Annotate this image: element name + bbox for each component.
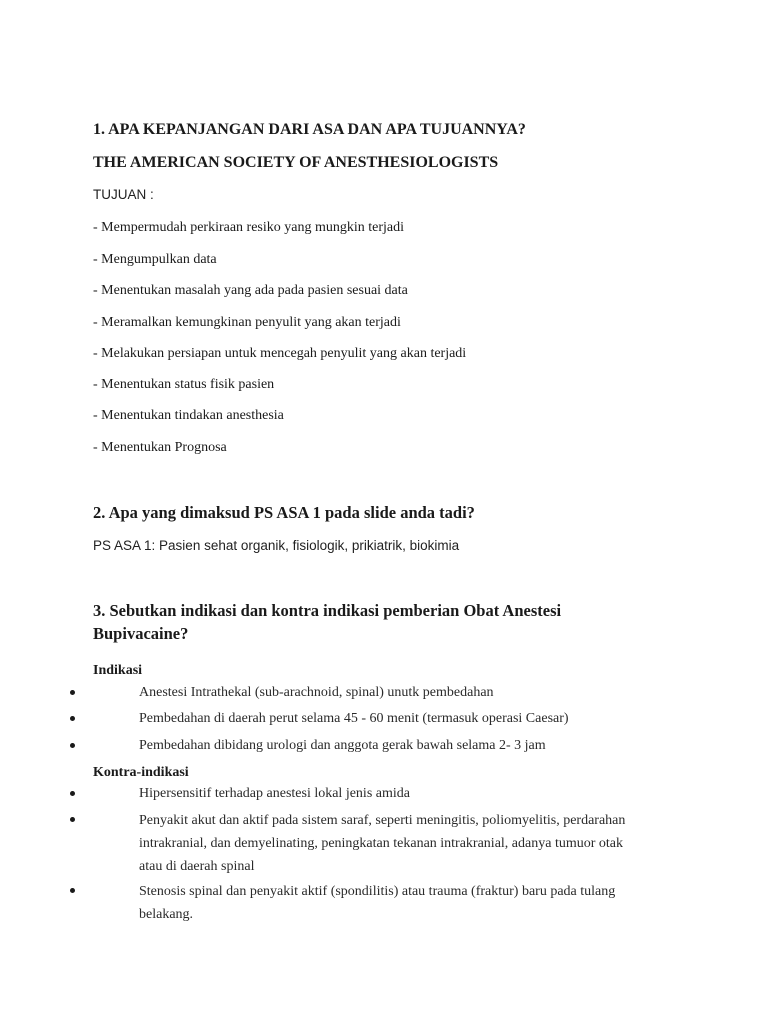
bullet-icon [70, 684, 78, 702]
bullet-icon [70, 882, 78, 900]
asa-full-name: THE AMERICAN SOCIETY OF ANESTHESIOLOGISTS [93, 154, 499, 171]
kontra-indikasi-label: Kontra-indikasi [93, 765, 189, 780]
question-3-heading-line-1: 3. Sebutkan indikasi dan kontra indikasi pemberian Obat Anestesi [93, 601, 562, 620]
kontra-item-3: Stenosis spinal dan penyakit aktif (spondilitis) atau trauma (fraktur) baru pada tulang belakang. [139, 884, 616, 922]
indikasi-item-2: Pembedahan di daerah perut selama 45 - 60 menit (termasuk operasi Caesar) [139, 711, 569, 726]
tujuan-label: TUJUAN : [93, 187, 154, 202]
bullet-icon [70, 811, 78, 829]
ps-asa-1-answer: PS ASA 1: Pasien sehat organik, fisiologik, prikiatrik, biokimia [93, 538, 460, 553]
tujuan-item-2: - Mengumpulkan data [93, 252, 217, 267]
tujuan-item-4: - Meramalkan kemungkinan penyulit yang akan terjadi [93, 315, 401, 330]
tujuan-item-1: - Mempermudah perkiraan resiko yang mungkin terjadi [93, 220, 405, 235]
indikasi-label: Indikasi [93, 663, 143, 678]
tujuan-item-3: - Menentukan masalah yang ada pada pasien sesuai data [93, 283, 408, 298]
question-2-heading: 2. Apa yang dimaksud PS ASA 1 pada slide anda tadi? [93, 503, 475, 522]
tujuan-item-7: - Menentukan tindakan anesthesia [93, 408, 284, 423]
tujuan-item-6: - Menentukan status fisik pasien [93, 377, 275, 392]
bullet-icon [70, 710, 78, 728]
indikasi-item-1: Anestesi Intrathekal (sub-arachnoid, spinal) unutk pembedahan [139, 685, 494, 700]
indikasi-item-3: Pembedahan dibidang urologi dan anggota gerak bawah selama 2- 3 jam [139, 738, 546, 753]
question-3-heading-line-2: Bupivacaine? [93, 624, 189, 643]
bullet-icon [70, 737, 78, 755]
kontra-item-1: Hipersensitif terhadap anestesi lokal jenis amida [139, 786, 410, 801]
question-1-heading: 1. APA KEPANJANGAN DARI ASA DAN APA TUJUANNYA? [93, 121, 526, 138]
tujuan-item-8: - Menentukan Prognosa [93, 440, 227, 455]
bullet-icon [70, 785, 78, 803]
tujuan-item-5: - Melakukan persiapan untuk mencegah penyulit yang akan terjadi [93, 346, 467, 361]
kontra-item-2: Penyakit akut dan aktif pada sistem saraf, seperti meningitis, poliomyelitis, perdarahan intrakranial, dan demyelinating, peningkatan tekanan intrakranial, adanya tumuor otak atau di daerah spinal [139, 813, 626, 874]
